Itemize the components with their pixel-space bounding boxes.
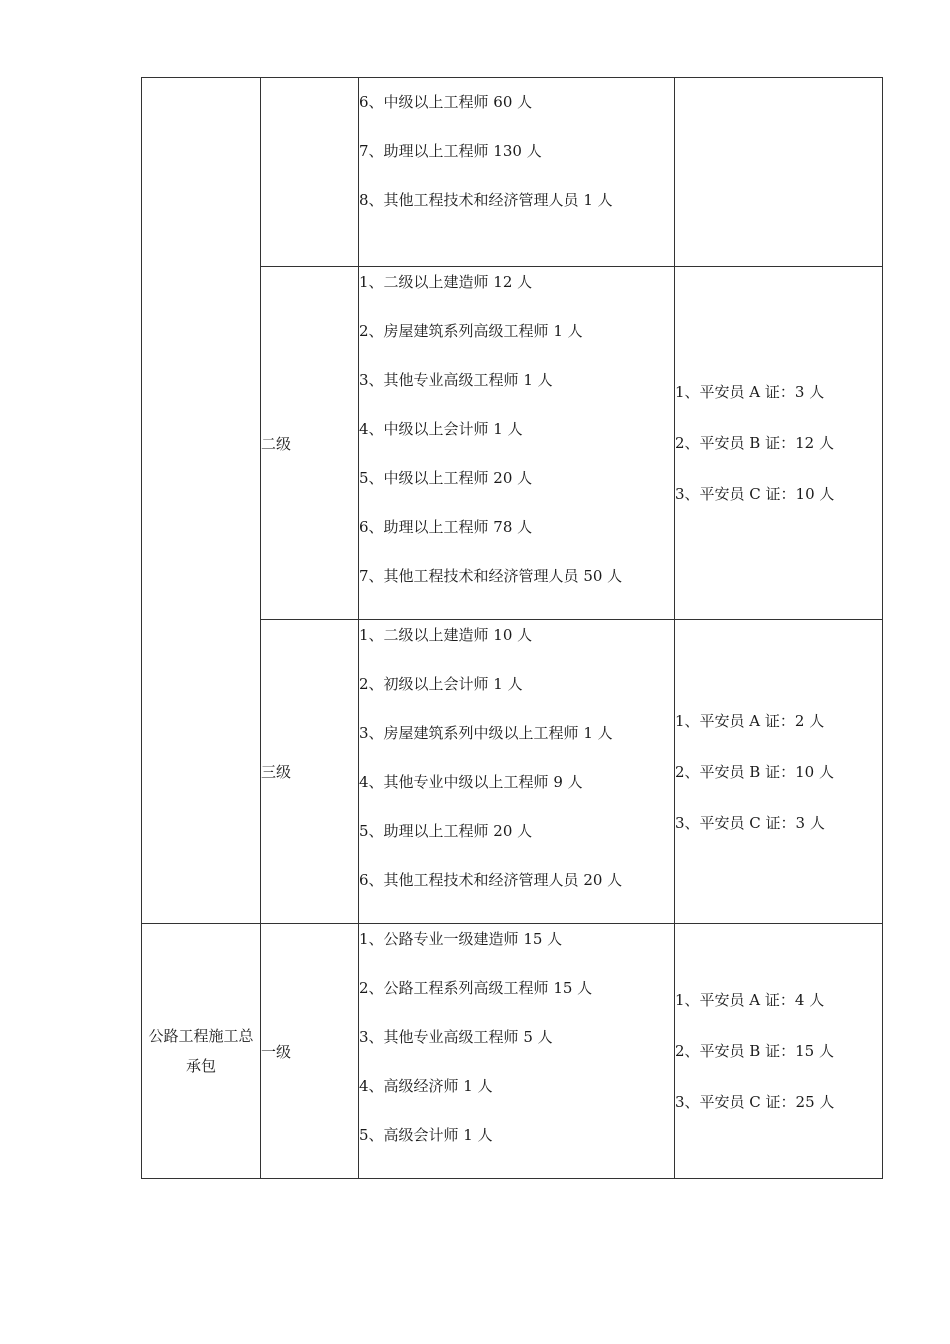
list-item: 3、平安员 C 证：25 人: [675, 1093, 835, 1111]
list-item: 4、中级以上会计师 1 人: [359, 420, 523, 438]
list-item: 1、二级以上建造师 12 人: [359, 273, 533, 291]
list-item: 5、中级以上工程师 20 人: [359, 469, 533, 487]
list-item: 1、平安员 A 证：2 人: [675, 711, 825, 730]
requirements-list: [359, 267, 674, 610]
level-cell: [261, 267, 359, 620]
level-cell: [261, 78, 359, 267]
list-item: 5、助理以上工程师 20 人: [359, 822, 533, 840]
level-cell: [261, 620, 359, 924]
certificates-list: [675, 708, 882, 836]
type-cell: [142, 78, 261, 924]
table-row: [142, 78, 883, 267]
level-cell: [261, 924, 359, 1179]
certificates-cell: [675, 924, 883, 1179]
list-item: 2、公路工程系列高级工程师 15 人: [359, 979, 593, 997]
list-item: 6、其他工程技术和经济管理人员 20 人: [359, 871, 623, 889]
list-item: 2、房屋建筑系列高级工程师 1 人: [359, 322, 583, 340]
certificates-cell: [675, 620, 883, 924]
list-item: 6、助理以上工程师 78 人: [359, 518, 533, 536]
list-item: 2、平安员 B 证：15 人: [675, 1042, 834, 1060]
requirements-list: [359, 78, 674, 234]
list-item: 3、房屋建筑系列中级以上工程师 1 人: [359, 724, 613, 742]
list-item: 1、二级以上建造师 10 人: [359, 626, 533, 644]
list-item: 7、其他工程技术和经济管理人员 50 人: [359, 567, 623, 585]
requirements-list: [359, 620, 674, 914]
list-item: 2、平安员 B 证：10 人: [675, 762, 834, 781]
level-label: 一级: [261, 1042, 292, 1061]
list-item: 1、平安员 A 证：3 人: [675, 383, 825, 401]
requirements-cell: [359, 924, 675, 1179]
list-item: 6、中级以上工程师 60 人: [359, 93, 533, 111]
list-item: 1、平安员 A 证：4 人: [675, 991, 825, 1009]
requirements-list: [359, 924, 674, 1169]
list-item: 4、高级经济师 1 人: [359, 1077, 493, 1095]
certificates-list: [675, 379, 882, 507]
certificates-cell: [675, 78, 883, 267]
list-item: 3、其他专业高级工程师 1 人: [359, 371, 553, 389]
table-row: [142, 924, 883, 1179]
level-label: 二级: [261, 434, 292, 453]
level-label: 三级: [261, 763, 292, 781]
list-item: 2、平安员 B 证：12 人: [675, 434, 834, 452]
list-item: 1、公路专业一级建造师 15 人: [359, 930, 563, 948]
requirements-cell: [359, 620, 675, 924]
list-item: 8、其他工程技术和经济管理人员 1 人: [359, 191, 613, 209]
requirements-cell: [359, 267, 675, 620]
list-item: 7、助理以上工程师 130 人: [359, 142, 542, 160]
list-item: 3、其他专业高级工程师 5 人: [359, 1028, 553, 1046]
list-item: 3、平安员 C 证：3 人: [675, 813, 825, 832]
list-item: 4、其他专业中级以上工程师 9 人: [359, 773, 583, 791]
qualification-table: [141, 77, 883, 1179]
requirements-cell: [359, 78, 675, 267]
type-cell: [142, 924, 261, 1179]
list-item: 5、高级会计师 1 人: [359, 1126, 493, 1144]
list-item: 3、平安员 C 证：10 人: [675, 485, 835, 503]
list-item: 2、初级以上会计师 1 人: [359, 675, 523, 693]
type-label: 公路工程施工总承包: [148, 1027, 254, 1075]
certificates-list: [675, 987, 882, 1115]
certificates-cell: [675, 267, 883, 620]
